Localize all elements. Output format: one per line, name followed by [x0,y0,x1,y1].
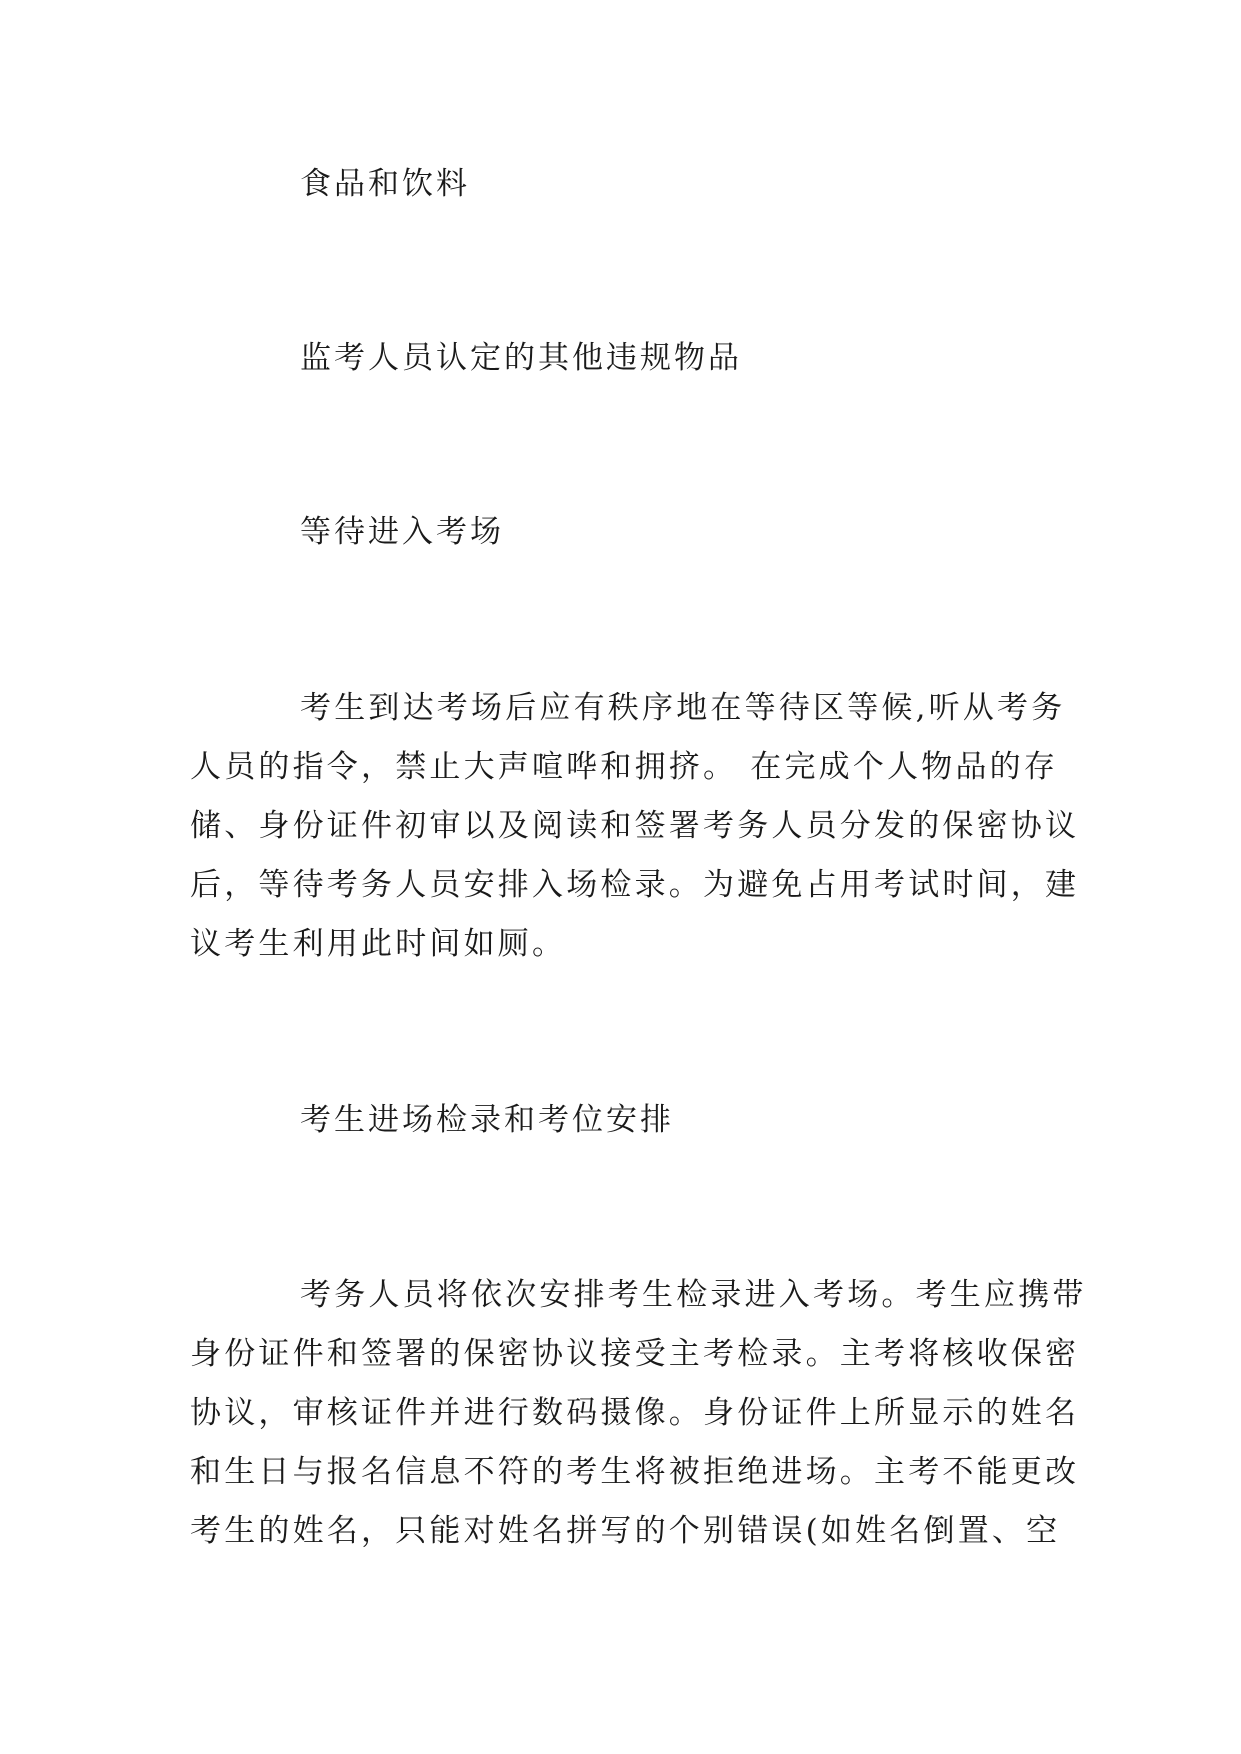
heading-wait-to-enter: 等待进入考场 [300,514,504,550]
paragraph-line: 议考生利用此时间如厕。 [190,926,567,962]
heading-checkin-seating: 考生进场检录和考位安排 [300,1102,674,1138]
paragraph-checkin [190,1266,1087,1561]
heading-food-drink: 食品和饮料 [300,166,470,202]
paragraph-line: 考务人员将依次安排考生检录进入考场。考生应携带 [300,1277,1087,1313]
paragraph-line: 后，等待考务人员安排入场检录。为避免占用考试时间，建 [190,867,1080,903]
paragraph-line: 考生到达考场后应有秩序地在等待区等候,听从考务 [300,690,1066,726]
paragraph-line: 协议，审核证件并进行数码摄像。身份证件上所显示的姓名 [190,1395,1080,1431]
paragraph-waiting [190,679,1080,974]
paragraph-line: 考生的姓名，只能对姓名拼写的个别错误(如姓名倒置、空 [190,1513,1061,1549]
paragraph-line: 储、身份证件初审以及阅读和签署考务人员分发的保密协议 [190,808,1080,844]
paragraph-line: 和生日与报名信息不符的考生将被拒绝进场。主考不能更改 [190,1454,1080,1490]
paragraph-line: 人员的指令，禁止大声喧哗和拥挤。 在完成个人物品的存 [190,749,1059,785]
paragraph-line: 身份证件和签署的保密协议接受主考检录。主考将核收保密 [190,1336,1080,1372]
heading-other-prohibited-items: 监考人员认定的其他违规物品 [300,340,742,376]
